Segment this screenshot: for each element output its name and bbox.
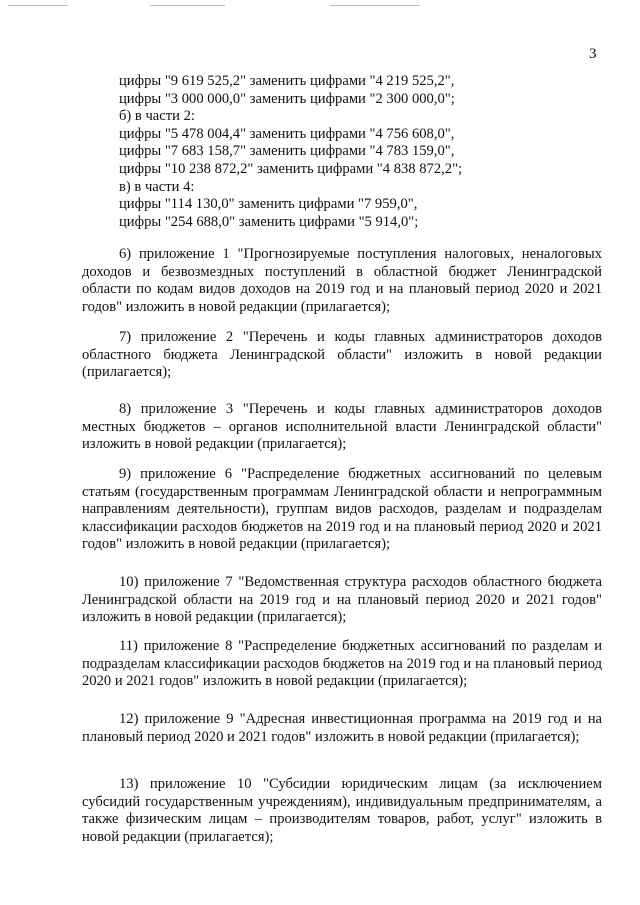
scan-artifact bbox=[8, 5, 68, 6]
paragraph-item-9 bbox=[82, 466, 602, 554]
list-item: цифры "114 130,0" заменить цифрами "7 959,0", bbox=[119, 196, 418, 213]
paragraph-item-10 bbox=[82, 574, 602, 627]
list-item: цифры "5 478 004,4" заменить цифрами "4 756 608,0", bbox=[119, 125, 455, 142]
list-item: цифры "3 000 000,0" заменить цифрами "2 300 000,0"; bbox=[119, 90, 455, 107]
list-item: в) в части 4: bbox=[119, 178, 195, 195]
paragraph-item-6 bbox=[82, 246, 602, 316]
paragraph-item-8 bbox=[82, 401, 602, 454]
paragraph-item-7 bbox=[82, 329, 602, 382]
list-item: цифры "7 683 158,7" заменить цифрами "4 783 159,0", bbox=[119, 143, 455, 160]
paragraph-item-11 bbox=[82, 638, 602, 691]
replacement-list bbox=[119, 73, 639, 231]
paragraph-text: 13) приложение 10 "Субсидии юридическим лицам (за исключением субсидий государственным учреждениям), индивидуальным предпринимателям, а также физическим лицам – производителям товаров, работ, услуг" изложить в новой редакции (прилагается); bbox=[82, 776, 602, 845]
paragraph-text: 8) приложение 3 "Перечень и коды главных администраторов доходов местных бюджетов – органов исполнительной власти Ленинградской области" изложить в новой редакции (прилагается); bbox=[82, 401, 602, 453]
list-item: цифры "10 238 872,2" заменить цифрами "4 838 872,2"; bbox=[119, 160, 463, 177]
list-item: цифры "9 619 525,2" заменить цифрами "4 219 525,2", bbox=[119, 73, 455, 89]
paragraph-text: 11) приложение 8 "Распределение бюджетных ассигнований по разделам и подразделам классификации расходов бюджетов на 2019 год и на плановый период 2020 и 2021 годов" изложить в новой редакции (прилагается); bbox=[82, 638, 602, 690]
paragraph-text: 6) приложение 1 "Прогнозируемые поступления налоговых, неналоговых доходов и безвозмездных поступлений в областной бюджет Ленинградской области по кодам видов доходов на 2019 год и на плановый период 2020 и 2021 годов" изложить в новой редакции (прилагается); bbox=[82, 246, 602, 315]
paragraph-text: 10) приложение 7 "Ведомственная структура расходов областного бюджета Ленинградской области на 2019 год и на плановый период 2020 и 2021 годов" изложить в новой редакции (прилагается); bbox=[82, 574, 602, 626]
scan-artifact bbox=[330, 5, 420, 6]
page-number: 3 bbox=[589, 46, 597, 62]
paragraph-item-13 bbox=[82, 776, 602, 846]
paragraph-item-12 bbox=[82, 711, 602, 746]
list-item: цифры "254 688,0" заменить цифрами "5 914,0"; bbox=[119, 213, 419, 230]
scan-artifact bbox=[150, 5, 225, 6]
paragraph-text: 7) приложение 2 "Перечень и коды главных администраторов доходов областного бюджета Ленинградской области" изложить в новой редакции (прилагается); bbox=[82, 329, 602, 381]
list-item: б) в части 2: bbox=[119, 108, 195, 125]
paragraph-text: 12) приложение 9 "Адресная инвестиционная программа на 2019 год и на плановый период 2020 и 2021 годов" изложить в новой редакции (прилагается); bbox=[82, 711, 602, 745]
paragraph-text: 9) приложение 6 "Распределение бюджетных ассигнований по целевым статьям (государственным программам Ленинградской области и непрограммным направлениям деятельности), группам видов расходов, разделам и подразделам классификации расходов бюджетов на 2019 год и на плановый период 2020 и 2021 годов" изложить в новой редакции (прилагается); bbox=[82, 466, 602, 553]
